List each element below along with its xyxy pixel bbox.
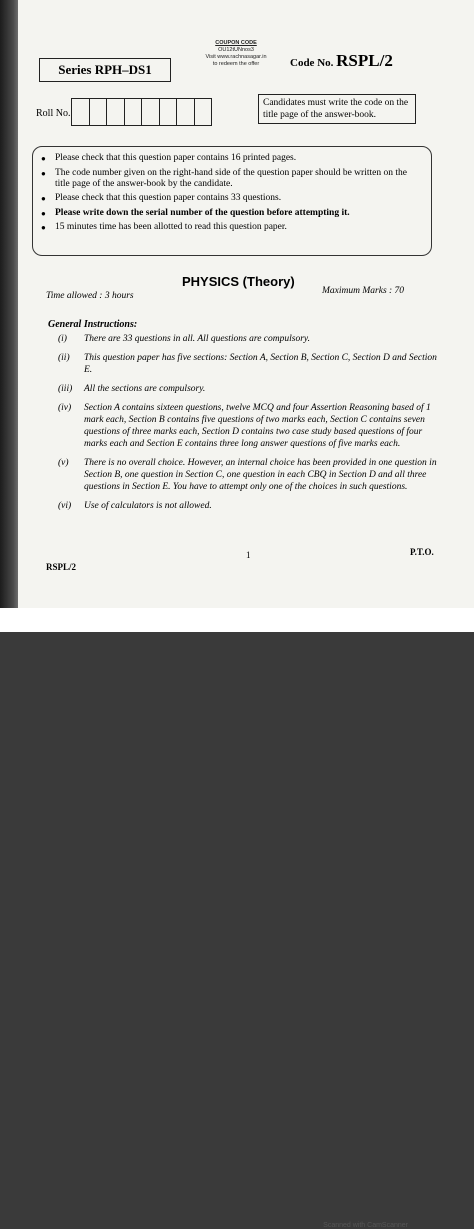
- series-box: [39, 58, 171, 82]
- instruction-item: ● Please check that this question paper contains 33 questions.: [55, 193, 421, 204]
- instruction-item: ● Please write down the serial number of the question before attempting it.: [55, 208, 421, 219]
- instruction-text: Use of calculators is not allowed.: [84, 501, 212, 511]
- time-allowed: Time allowed : 3 hours: [46, 291, 134, 301]
- roll-digit-box[interactable]: [176, 98, 195, 126]
- roll-number-boxes[interactable]: [72, 98, 212, 126]
- roll-digit-box[interactable]: [141, 98, 160, 126]
- scanner-watermark: Scanned with CamScanner: [323, 1222, 408, 1229]
- roll-digit-box[interactable]: [124, 98, 143, 126]
- code-number: [290, 51, 393, 71]
- instruction-number: (iii): [58, 384, 73, 394]
- instructions-box: [32, 146, 432, 256]
- coupon-title: COUPON CODE: [215, 40, 257, 46]
- paper-title: PHYSICS (Theory): [182, 274, 295, 289]
- candidate-note: Candidates must write the code on the title page of the answer-book.: [258, 94, 416, 124]
- general-instructions-list: [58, 333, 438, 519]
- series-label: Series RPH–DS1: [58, 62, 152, 77]
- page-number: 1: [246, 550, 251, 560]
- general-instructions-heading: General Instructions:: [48, 319, 138, 330]
- general-instruction-item: [58, 457, 438, 493]
- general-instruction-item: [58, 383, 438, 395]
- instruction-number: (iv): [58, 403, 72, 413]
- roll-digit-box[interactable]: [106, 98, 125, 126]
- general-instruction-item: [58, 352, 438, 376]
- instruction-text: Section A contains sixteen questions, twelve MCQ and four Assertion Reasoning based of 1 mark each, Section B contains five questions of two marks each, Section C contains seven questions of three marks each, Section D contains two case study based questions of four marks each and Section E contains three long answer questions of five marks each.: [84, 403, 431, 449]
- roll-digit-box[interactable]: [89, 98, 108, 126]
- question-paper: [18, 0, 474, 608]
- general-instruction-item: [58, 333, 438, 345]
- roll-digit-box[interactable]: [159, 98, 178, 126]
- instruction-text: This question paper has five sections: Section A, Section B, Section C, Section D and Section E.: [84, 353, 437, 375]
- instruction-number: (vi): [58, 501, 72, 511]
- footer-code: RSPL/2: [46, 562, 77, 572]
- instruction-number: (v): [58, 458, 69, 468]
- code-value: RSPL/2: [336, 51, 393, 70]
- instruction-item: ● 15 minutes time has been allotted to read this question paper.: [55, 222, 421, 233]
- instruction-text: All the sections are compulsory.: [84, 384, 206, 394]
- instructions-list: [55, 153, 421, 233]
- general-instruction-item: [58, 402, 438, 450]
- roll-label: Roll No.: [36, 108, 71, 119]
- coupon-visit: Visit www.rachnasagar.in: [205, 54, 267, 60]
- coupon-redeem: to redeem the offer: [212, 61, 260, 67]
- pto-label: P.T.O.: [410, 547, 434, 557]
- roll-digit-box[interactable]: [71, 98, 90, 126]
- roll-digit-box[interactable]: [194, 98, 213, 126]
- instruction-number: (ii): [58, 353, 70, 363]
- instruction-item: ● The code number given on the right-hand side of the question paper should be written on the title page of the answer-book by the candidate.: [55, 168, 421, 190]
- maximum-marks: Maximum Marks : 70: [322, 286, 405, 296]
- coupon-code: OU12tUNnos3: [218, 47, 254, 53]
- instruction-text: There is no overall choice. However, an internal choice has been provided in one question in Section B, one question in Section C, one question in each CBQ in Section D and all three questions in Section E. You have to attempt only one of the choices in such questions.: [84, 458, 437, 492]
- general-instruction-item: [58, 500, 438, 512]
- scanner-footer: [0, 608, 474, 1229]
- instruction-number: (i): [58, 334, 67, 344]
- coupon-block: [190, 40, 282, 68]
- code-label: Code No.: [290, 57, 334, 69]
- instruction-item: ● Please check that this question paper contains 16 printed pages.: [55, 153, 421, 164]
- instruction-text: There are 33 questions in all. All questions are compulsory.: [84, 334, 310, 344]
